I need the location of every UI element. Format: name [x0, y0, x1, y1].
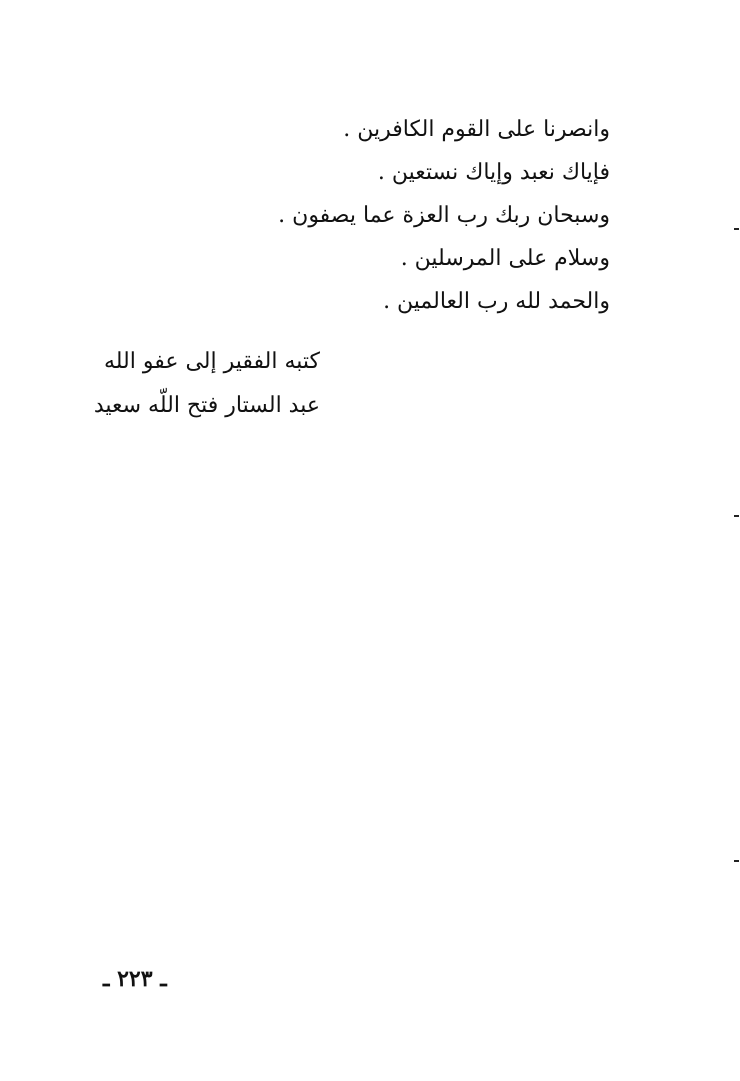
closing-line: وسلام على المرسلين . — [400, 246, 610, 271]
signature-line-1: كتبه الفقير إلى عفو الله — [103, 349, 320, 374]
closing-line: وسبحان ربك رب العزة عما يصفون . — [278, 203, 610, 228]
closing-line: والحمد لله رب العالمين . — [383, 289, 610, 314]
page-number: ـ ٢٢٣ ـ — [103, 966, 167, 992]
scan-edge-mark — [734, 515, 739, 517]
scan-edge-mark — [734, 860, 739, 862]
signature-line-2: عبد الستار فتح اللّه سعيد — [93, 393, 320, 418]
closing-prayer — [278, 108, 610, 323]
closing-line: فإياك نعبد وإياك نستعين . — [377, 160, 610, 185]
closing-line: وانصرنا على القوم الكافرين . — [343, 117, 610, 142]
author-signature — [94, 340, 320, 428]
scan-edge-mark — [734, 228, 739, 230]
